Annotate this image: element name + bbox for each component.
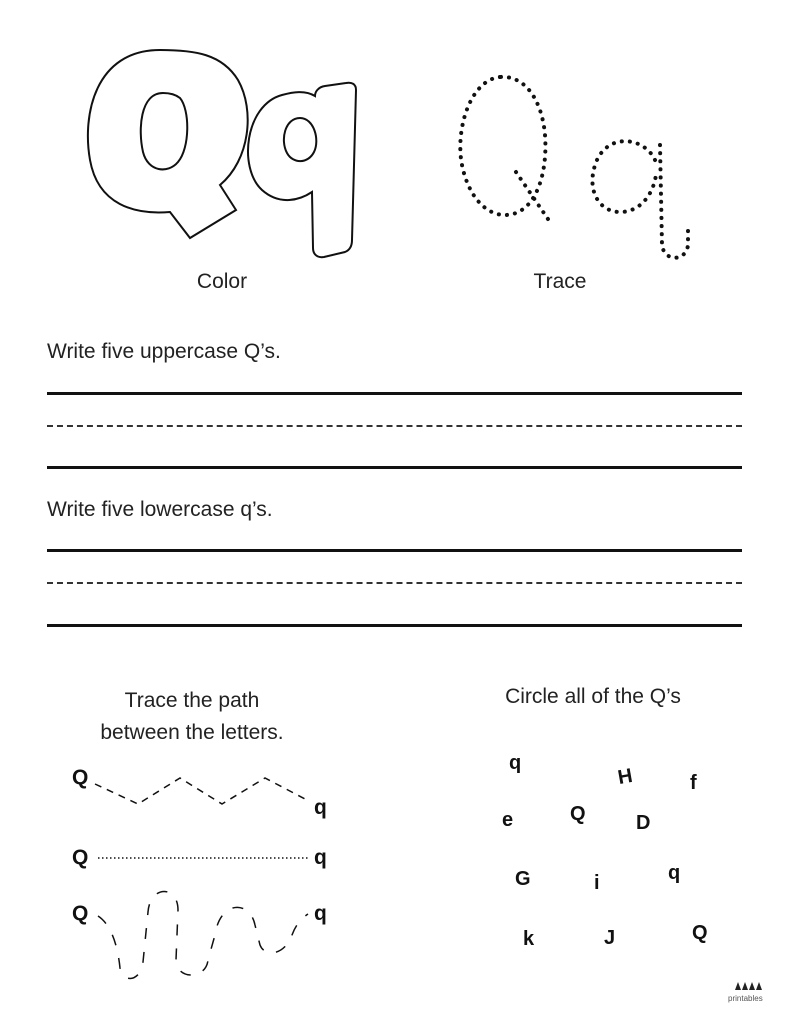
trace-caption: Trace <box>533 270 587 293</box>
letter-tile[interactable]: Q <box>570 803 586 825</box>
printables-logo-text: printables <box>728 994 763 1003</box>
circle-activity-title: Circle all of the Q’s <box>505 685 681 708</box>
path-end-letter: q <box>314 902 327 925</box>
letter-tile[interactable]: f <box>690 772 697 794</box>
letter-tile[interactable]: i <box>594 872 600 894</box>
path-start-letter: Q <box>72 902 89 925</box>
letter-tile[interactable]: e <box>502 809 514 831</box>
letter-tile[interactable]: J <box>604 927 616 949</box>
letter-tile[interactable]: k <box>523 928 535 950</box>
letter-tile[interactable]: q <box>509 752 522 774</box>
color-caption: Color <box>196 270 248 293</box>
uppercase-prompt: Write five uppercase Q’s. <box>47 340 281 363</box>
lowercase-prompt: Write five lowercase q’s. <box>47 498 273 521</box>
path-title-line-2: between the letters. <box>100 721 284 744</box>
path-end-letter: q <box>314 846 327 869</box>
path-start-letter: Q <box>72 766 89 789</box>
letter-tile[interactable]: G <box>515 868 531 890</box>
path-end-letter: q <box>314 796 327 819</box>
letter-tile[interactable]: D <box>636 812 651 834</box>
letter-tile[interactable]: H <box>616 764 635 790</box>
path-start-letter: Q <box>72 846 89 869</box>
letter-tile[interactable]: q <box>668 862 681 884</box>
letter-tile[interactable]: Q <box>692 922 708 944</box>
path-title-line-1: Trace the path <box>124 689 260 712</box>
